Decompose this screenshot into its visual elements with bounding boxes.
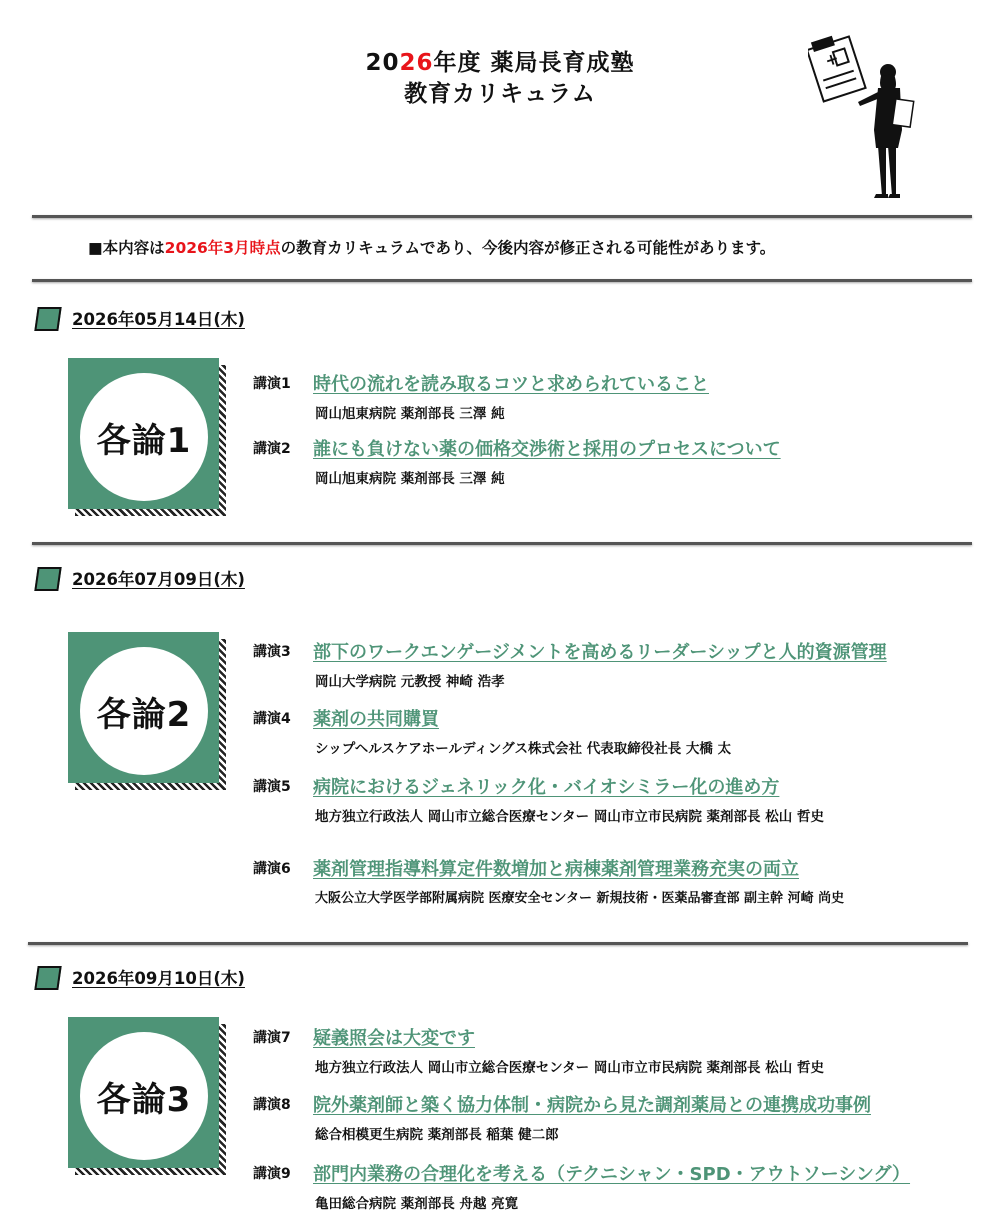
lecture-speaker: 総合相模更生病院 薬剤部長 稲葉 健二郎: [315, 1127, 559, 1143]
date-marker-icon: [34, 307, 61, 331]
lecture-title[interactable]: 病院におけるジェネリック化・バイオシミラー化の進め方: [313, 777, 780, 798]
divider: [28, 942, 968, 945]
businesswoman-with-sign-icon: [808, 30, 918, 202]
lecture-speaker: 亀田総合病院 薬剤部長 舟越 亮寛: [315, 1196, 519, 1212]
lecture-speaker: 岡山旭東病院 薬剤部長 三澤 純: [315, 406, 505, 422]
session-badge: [68, 1017, 219, 1168]
lecture-title[interactable]: 部下のワークエンゲージメントを高めるリーダーシップと人的資源管理: [313, 642, 887, 663]
lecture-speaker: 地方独立行政法人 岡山市立総合医療センター 岡山市立市民病院 薬剤部長 松山 哲史: [315, 1060, 824, 1076]
divider: [32, 279, 972, 282]
lecture-speaker: シップヘルスケアホールディングス株式会社 代表取締役社長 大橋 太: [315, 741, 732, 757]
lecture-title[interactable]: 疑義照会は大変です: [313, 1028, 475, 1049]
divider: [32, 215, 972, 218]
title-year-prefix: 20: [365, 50, 400, 76]
lecture-speaker: 大阪公立大学医学部附属病院 医療安全センター 新規技術・医薬品審査部 副主幹 河崎 尚史: [315, 891, 845, 906]
lecture-title[interactable]: 薬剤の共同購買: [313, 709, 439, 730]
lecture-title[interactable]: 薬剤管理指導料算定件数増加と病棟薬剤管理業務充実の両立: [313, 859, 799, 880]
session-badge: [68, 358, 219, 509]
lecture-speaker: 岡山旭東病院 薬剤部長 三澤 純: [315, 471, 505, 487]
session-label: 各論2: [80, 647, 208, 775]
lecture-title[interactable]: 時代の流れを読み取るコツと求められていること: [313, 374, 709, 395]
lecture-speaker: 岡山大学病院 元教授 神崎 浩孝: [315, 674, 505, 690]
lecture-title[interactable]: 部門内業務の合理化を考える（テクニシャン・SPD・アウトソーシング）: [313, 1164, 911, 1185]
lecture-title[interactable]: 院外薬剤師と築く協力体制・病院から見た調剤薬局との連携成功事例: [313, 1095, 871, 1116]
session-label: 各論1: [80, 373, 208, 501]
session-label: 各論3: [80, 1032, 208, 1160]
lecture-title[interactable]: 誰にも負けない薬の価格交渉術と採用のプロセスについて: [313, 439, 781, 460]
notice: ■本内容は2026年3月時点の教育カリキュラムであり、今後内容が修正される可能性があります。: [88, 239, 776, 257]
page-subtitle: 教育カリキュラム: [404, 81, 596, 107]
svg-text:+: +: [822, 48, 842, 71]
title-year-highlight: 26: [399, 50, 434, 76]
title-main: 年度 薬局長育成塾: [433, 50, 635, 76]
date-marker-icon: [34, 567, 61, 591]
session-badge: [68, 632, 219, 783]
date-marker-icon: [34, 966, 61, 990]
lecture-speaker: 地方独立行政法人 岡山市立総合医療センター 岡山市立市民病院 薬剤部長 松山 哲史: [315, 809, 824, 825]
divider: [32, 542, 972, 545]
